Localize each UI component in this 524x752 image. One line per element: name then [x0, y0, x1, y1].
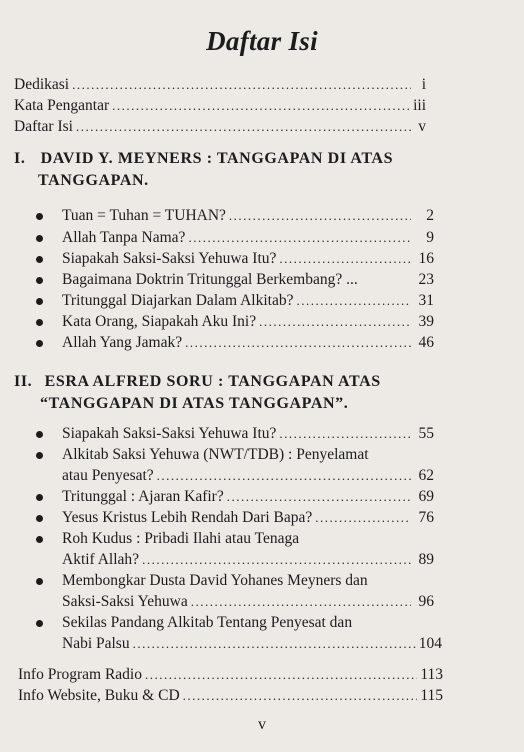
section-2-heading-line2: “TANGGAPAN DI ATAS TANGGAPAN”.	[40, 395, 349, 412]
leader-dots	[183, 686, 418, 706]
leader-dots	[145, 665, 417, 685]
entry-page: 104	[418, 635, 442, 652]
entry-label: Siapakah Saksi-Saksi Yehuwa Itu?	[62, 425, 277, 442]
entry-label-line1: Sekilas Pandang Alkitab Tentang Penyesat dan	[62, 614, 353, 631]
entry-label-line1: Alkitab Saksi Yehuwa (NWT/TDB) : Penyelamat	[62, 446, 369, 463]
toc-entry[interactable]	[62, 466, 434, 486]
toc-entry[interactable]	[62, 312, 434, 332]
bullet-icon	[36, 494, 43, 501]
toc-entry[interactable]	[62, 291, 434, 311]
entry-label: Saksi-Saksi Yehuwa	[62, 593, 188, 610]
leader-dots	[72, 75, 411, 95]
leader-dots	[185, 333, 411, 353]
entry-page: 55	[418, 425, 434, 442]
entry-label: atau Penyesat?	[62, 467, 154, 484]
bullet-icon	[36, 340, 43, 347]
toc-entry[interactable]	[62, 333, 434, 353]
leader-dots	[296, 291, 411, 311]
entry-label-line1: Roh Kudus : Pribadi Ilahi atau Tenaga	[62, 530, 300, 547]
entry-page: i	[421, 76, 426, 93]
leader-dots	[142, 550, 411, 570]
toc-entry[interactable]	[62, 424, 434, 444]
entry-label: Tritunggal : Ajaran Kafir?	[62, 488, 224, 505]
entry-page: 39	[418, 313, 434, 330]
leader-dots	[188, 228, 411, 248]
toc-entry[interactable]	[62, 487, 434, 507]
bullet-icon	[36, 319, 43, 326]
entry-page: 31	[418, 292, 434, 309]
toc-entry[interactable]	[62, 508, 434, 528]
bullet-icon	[36, 578, 43, 585]
entry-page: 69	[418, 488, 434, 505]
entry-label: Bagaimana Doktrin Tritunggal Berkembang? ...	[62, 271, 358, 288]
toc-entry-daftar-isi[interactable]	[14, 117, 426, 137]
entry-page: v	[418, 118, 426, 135]
bullet-icon	[36, 235, 43, 242]
leader-dots	[76, 117, 411, 137]
entry-label: Siapakah Saksi-Saksi Yehuwa Itu?	[62, 250, 277, 267]
entry-label: Yesus Kristus Lebih Rendah Dari Bapa?	[62, 509, 313, 526]
toc-entry[interactable]	[62, 550, 434, 570]
entry-page: 2	[426, 207, 434, 224]
leader-dots	[315, 508, 411, 528]
bullet-icon	[36, 298, 43, 305]
entry-page: 89	[418, 551, 434, 568]
bullet-icon	[36, 277, 43, 284]
leader-dots	[157, 466, 411, 486]
toc-entry[interactable]	[62, 270, 434, 290]
bullet-icon	[36, 515, 43, 522]
entry-page: 16	[418, 250, 434, 267]
page-title: Daftar Isi	[206, 26, 318, 56]
toc-entry-info-program-radio[interactable]	[18, 665, 443, 685]
leader-dots	[229, 206, 411, 226]
bullet-icon	[36, 256, 43, 263]
entry-page: 115	[420, 687, 443, 704]
entry-page: 62	[418, 467, 434, 484]
leader-dots	[112, 96, 410, 116]
section-number: II.	[14, 373, 33, 390]
bullet-icon	[36, 620, 43, 627]
leader-dots	[133, 634, 416, 654]
section-1-heading[interactable]	[14, 148, 393, 169]
leader-dots	[279, 249, 411, 269]
entry-page: 46	[418, 334, 434, 351]
entry-label: Dedikasi	[14, 76, 70, 93]
entry-label: Allah Yang Jamak?	[62, 334, 183, 351]
entry-page: 96	[418, 593, 434, 610]
bullet-icon	[36, 536, 43, 543]
entry-label: Tuan = Tuhan = TUHAN?	[62, 207, 226, 224]
leader-dots	[191, 592, 411, 612]
entry-label: Allah Tanpa Nama?	[62, 229, 186, 246]
toc-entry[interactable]	[62, 206, 434, 226]
entry-page: 76	[418, 509, 434, 526]
toc-entry-info-website[interactable]	[18, 686, 443, 706]
entry-label: Aktif Allah?	[62, 551, 140, 568]
toc-entry[interactable]	[62, 249, 434, 269]
bullet-icon	[36, 213, 43, 220]
section-number: I.	[14, 150, 26, 167]
entry-label: Nabi Palsu	[62, 635, 130, 652]
entry-label-line1: Membongkar Dusta David Yohanes Meyners dan	[62, 572, 368, 589]
section-title-line1: DAVID Y. MEYNERS : TANGGAPAN DI ATAS	[40, 150, 394, 167]
page-number: v	[258, 716, 266, 733]
toc-entry-kata-pengantar[interactable]	[14, 96, 426, 116]
section-title-line1: ESRA ALFRED SORU : TANGGAPAN ATAS	[44, 373, 381, 390]
entry-label: Kata Pengantar	[14, 97, 110, 114]
section-2-heading[interactable]	[14, 371, 381, 392]
leader-dots	[279, 424, 411, 444]
toc-entry[interactable]	[62, 228, 434, 248]
entry-page: iii	[413, 97, 426, 114]
section-1-heading-line2: TANGGAPAN.	[38, 172, 149, 189]
entry-page: 113	[420, 666, 443, 683]
entry-label: Tritunggal Diajarkan Dalam Alkitab?	[62, 292, 294, 309]
entry-page: 9	[426, 229, 434, 246]
entry-label: Info Program Radio	[18, 666, 142, 683]
entry-page: 23	[418, 271, 434, 288]
leader-dots	[227, 487, 411, 507]
toc-entry[interactable]	[62, 634, 442, 654]
entry-label: Daftar Isi	[14, 118, 73, 135]
bullet-icon	[36, 452, 43, 459]
leader-dots	[259, 312, 411, 332]
entry-label: Info Website, Buku & CD	[18, 687, 180, 704]
toc-entry[interactable]	[62, 592, 434, 612]
toc-entry-dedikasi[interactable]	[14, 75, 426, 95]
bullet-icon	[36, 431, 43, 438]
entry-label: Kata Orang, Siapakah Aku Ini?	[62, 313, 257, 330]
